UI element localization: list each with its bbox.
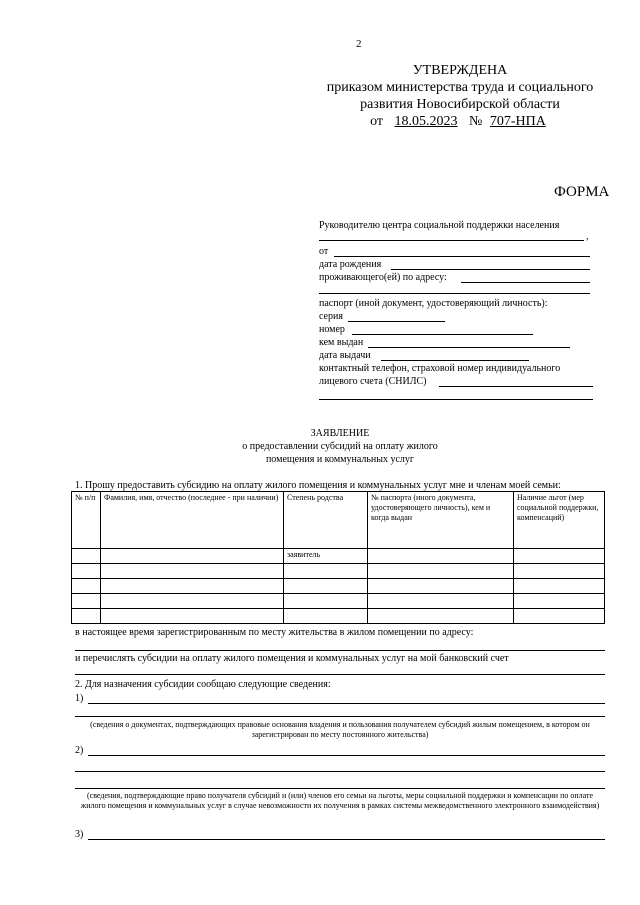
item-2-field-2[interactable] — [75, 771, 605, 772]
registered-address-field[interactable] — [75, 650, 605, 651]
item-1-field-2[interactable] — [75, 716, 605, 717]
table-row — [72, 594, 605, 609]
relation-applicant: заявитель — [284, 549, 368, 564]
header-number: № п/п — [72, 492, 101, 549]
statement-block — [200, 427, 480, 466]
birth-date-label: дата рождения — [319, 259, 382, 270]
table-cell[interactable] — [368, 564, 514, 579]
item2-text: 2. Для назначения субсидии сообщаю следующие сведения: — [75, 679, 331, 690]
statement-subtitle1: о предоставлении субсидий на оплату жилого — [242, 441, 438, 452]
item-1-number: 1) — [75, 693, 84, 704]
table-row — [72, 549, 605, 564]
series-field[interactable] — [348, 321, 445, 322]
address-field[interactable] — [461, 282, 590, 283]
table-cell[interactable] — [72, 594, 101, 609]
statement-title: ЗАЯВЛЕНИЕ — [310, 428, 370, 439]
number-label: номер — [319, 324, 345, 335]
contact-field-2[interactable] — [319, 399, 593, 400]
table-row — [72, 564, 605, 579]
table-cell[interactable] — [514, 549, 605, 564]
note-benefits: (сведения, подтверждающие право получателя субсидий и (или) членов его семьи на льготы, меры социальной поддержки и компенсации по оплате жилого помещения и коммунальных услуг в случае невозможности их получения в рамках системы межведомственного электронного взаимодействия) — [80, 791, 600, 810]
table-row — [72, 579, 605, 594]
table-cell[interactable] — [514, 609, 605, 624]
approval-date: 18.05.2023 — [394, 114, 458, 129]
issued-by-label: кем выдан — [319, 337, 364, 348]
header-benefits: Наличие льгот (мер социальной поддержки, компенсаций) — [514, 492, 605, 549]
item-2-number: 2) — [75, 745, 84, 756]
approval-line2: развития Новосибирской области — [360, 97, 560, 112]
table-cell[interactable] — [284, 594, 368, 609]
note-ownership-docs: (сведения о документах, подтверждающих правовые основания владения и пользования получателем субсидий жилым помещением, в котором он зарегистрирован по месту постоянного жительства) — [90, 720, 590, 739]
contact-field[interactable] — [439, 386, 593, 387]
approval-block — [300, 62, 620, 130]
recipient-center-field[interactable] — [319, 240, 584, 241]
approval-date-line — [300, 113, 620, 130]
table-cell[interactable] — [284, 564, 368, 579]
table-cell[interactable] — [514, 594, 605, 609]
number-field[interactable] — [352, 334, 533, 335]
header-name: Фамилия, имя, отчество (последнее - при наличии) — [101, 492, 284, 549]
table-cell[interactable] — [101, 609, 284, 624]
header-passport: № паспорта (иного документа, удостоверяющего личность), кем и когда выдан — [368, 492, 514, 549]
issue-date-field[interactable] — [381, 360, 529, 361]
form-label: ФОРМА — [554, 184, 610, 200]
issued-by-field[interactable] — [368, 347, 570, 348]
address-field-2[interactable] — [319, 293, 590, 294]
table-cell[interactable] — [101, 579, 284, 594]
item1-text: 1. Прошу предоставить субсидию на оплату жилого помещения и коммунальных услуг мне и членам моей семьи: — [75, 480, 561, 491]
page-number: 2 — [356, 38, 362, 50]
table-cell[interactable] — [514, 579, 605, 594]
bank-account-field[interactable] — [75, 674, 605, 675]
table-cell[interactable] — [284, 579, 368, 594]
family-table — [71, 491, 605, 624]
item-3-number: 3) — [75, 829, 84, 840]
table-cell[interactable] — [101, 549, 284, 564]
table-cell[interactable] — [72, 549, 101, 564]
table-cell[interactable] — [72, 579, 101, 594]
approval-line1: приказом министерства труда и социального — [326, 80, 594, 95]
contact-line1: контактный телефон, страховой номер индивидуального — [319, 363, 561, 374]
addressee-comma: , — [586, 231, 589, 242]
contact-line2: лицевого счета (СНИЛС) — [319, 376, 427, 387]
table-cell[interactable] — [101, 564, 284, 579]
approval-number: 707-НПА — [489, 114, 546, 129]
table-cell[interactable] — [514, 564, 605, 579]
table-row — [72, 609, 605, 624]
approval-number-sign: № — [469, 114, 483, 129]
issue-date-label: дата выдачи — [319, 350, 371, 361]
table-cell[interactable] — [368, 609, 514, 624]
address-label: проживающего(ей) по адресу: — [319, 272, 447, 283]
approval-title: УТВЕРЖДЕНА — [412, 63, 508, 78]
table-cell[interactable] — [101, 594, 284, 609]
series-label: серия — [319, 311, 343, 322]
item-2-field-3[interactable] — [75, 788, 605, 789]
birth-date-field[interactable] — [391, 269, 590, 270]
from-label: от — [319, 246, 329, 257]
from-field[interactable] — [334, 256, 590, 257]
statement-subtitle2: помещения и коммунальных услуг — [265, 454, 415, 465]
registered-text: в настоящее время зарегистрированным по месту жительства в жилом помещении по адресу: — [75, 627, 474, 638]
table-cell[interactable] — [368, 594, 514, 609]
item-2-field[interactable] — [88, 755, 605, 756]
table-cell[interactable] — [368, 549, 514, 564]
addressee-line1: Руководителю центра социальной поддержки населения — [319, 220, 560, 231]
item-3-field[interactable] — [88, 839, 605, 840]
table-header-row — [72, 492, 605, 549]
table-cell[interactable] — [368, 579, 514, 594]
table-cell[interactable] — [72, 609, 101, 624]
approval-from-word: от — [370, 114, 384, 129]
item-1-field[interactable] — [88, 703, 605, 704]
table-cell[interactable] — [72, 564, 101, 579]
transfer-text: и перечислять субсидии на оплату жилого помещения и коммунальных услуг на мой банковский счет — [75, 653, 509, 664]
header-relation: Степень родства — [284, 492, 368, 549]
passport-label: паспорт (иной документ, удостоверяющий личность): — [319, 298, 548, 309]
table-cell[interactable] — [284, 609, 368, 624]
